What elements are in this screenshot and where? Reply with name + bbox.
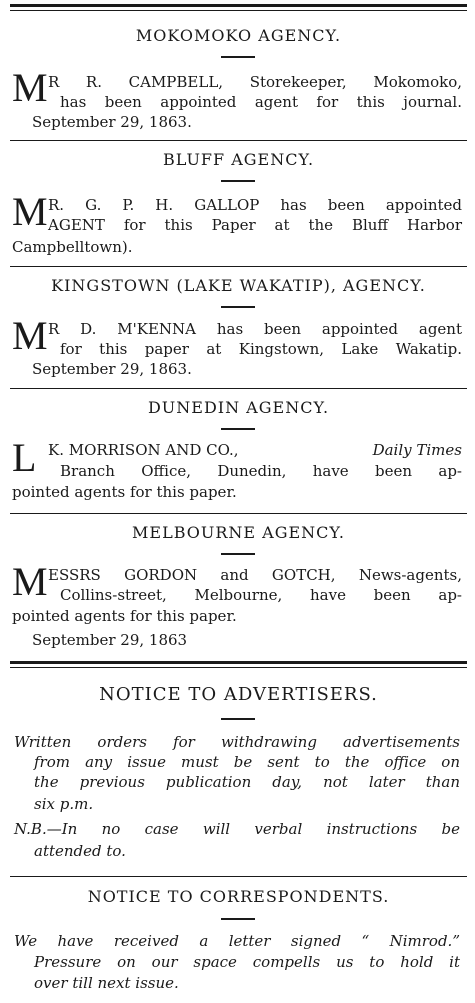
advertisers-nb-line-2: attended to.: [34, 842, 126, 860]
dunedin-heading: DUNEDIN AGENCY.: [147, 398, 330, 417]
section-break-rule-thin: [10, 667, 467, 668]
drop-cap-melbourne: M: [12, 559, 48, 604]
mokomoko-line-2: has been appointed agent for this journal.: [60, 93, 462, 111]
correspondents-line-3: over till next issue.: [34, 974, 179, 992]
mokomoko-heading: MOKOMOKO AGENCY.: [135, 26, 342, 45]
dunedin-line-1: [48, 441, 462, 459]
heading-dash: [221, 428, 255, 430]
heading-dash: [221, 180, 255, 182]
kingstown-heading: KINGSTOWN (LAKE WAKATIP), AGENCY.: [51, 276, 426, 295]
advertisers-line-4: six p.m.: [34, 795, 94, 813]
top-rule: [10, 4, 467, 7]
advertisers-line-2: from any issue must be sent to the office on: [34, 753, 460, 771]
kingstown-line-2: for this paper at Kingstown, Lake Wakatip.: [60, 340, 462, 358]
divider: [10, 876, 467, 877]
bluff-line-2: AGENT for this Paper at the Bluff Harbor: [48, 216, 462, 234]
section-break-rule: [10, 661, 467, 664]
heading-dash: [221, 718, 255, 720]
divider: [10, 513, 467, 514]
kingstown-date: September 29, 1863.: [32, 360, 192, 378]
correspondents-line-2: Pressure on our space compells us to hold it: [34, 953, 460, 971]
advertisers-line-3: the previous publication day, not later than: [34, 773, 460, 791]
bluff-line-1: R. G. P. H. GALLOP has been appointed: [48, 196, 462, 214]
advertisers-line-1: Written orders for withdrawing advertisements: [14, 733, 460, 751]
correspondents-line-1: We have received a letter signed “ Nimrod.”: [14, 932, 460, 950]
advertisers-heading: NOTICE TO ADVERTISERS.: [99, 684, 378, 705]
kingstown-line-1: R D. M'KENNA has been appointed agent: [48, 320, 462, 338]
divider: [10, 266, 467, 267]
melbourne-heading: MELBOURNE AGENCY.: [132, 523, 345, 542]
melbourne-line-2: Collins-street, Melbourne, have been ap-: [60, 586, 462, 604]
drop-cap-bluff: M: [12, 189, 48, 234]
advertisers-nb-line-1: N.B.—In no case will verbal instructions be: [14, 820, 460, 838]
dunedin-paper-name: Daily Times: [372, 441, 462, 459]
heading-dash: [221, 553, 255, 555]
bluff-line-3: Campbelltown).: [12, 238, 133, 256]
heading-dash: [221, 918, 255, 920]
drop-cap-dunedin: L: [12, 435, 37, 480]
melbourne-line-1: ESSRS GORDON and GOTCH, News-agents,: [48, 566, 462, 584]
drop-cap-mokomoko: M: [12, 65, 48, 110]
melbourne-date: September 29, 1863: [32, 631, 188, 649]
mokomoko-date: September 29, 1863.: [32, 113, 192, 131]
top-rule-thin: [10, 10, 467, 11]
heading-dash: [221, 306, 255, 308]
mokomoko-line-1: R R. CAMPBELL, Storekeeper, Mokomoko,: [48, 73, 462, 91]
dunedin-company: K. MORRISON AND CO.,: [48, 441, 239, 459]
bluff-heading: BLUFF AGENCY.: [162, 150, 315, 169]
divider: [10, 388, 467, 389]
correspondents-heading: NOTICE TO CORRESPONDENTS.: [87, 887, 390, 906]
melbourne-line-3: pointed agents for this paper.: [12, 607, 237, 625]
dunedin-line-3: pointed agents for this paper.: [12, 483, 237, 501]
divider: [10, 140, 467, 141]
drop-cap-kingstown: M: [12, 313, 48, 358]
heading-dash: [221, 56, 255, 58]
dunedin-line-2: Branch Office, Dunedin, have been ap-: [60, 462, 462, 480]
